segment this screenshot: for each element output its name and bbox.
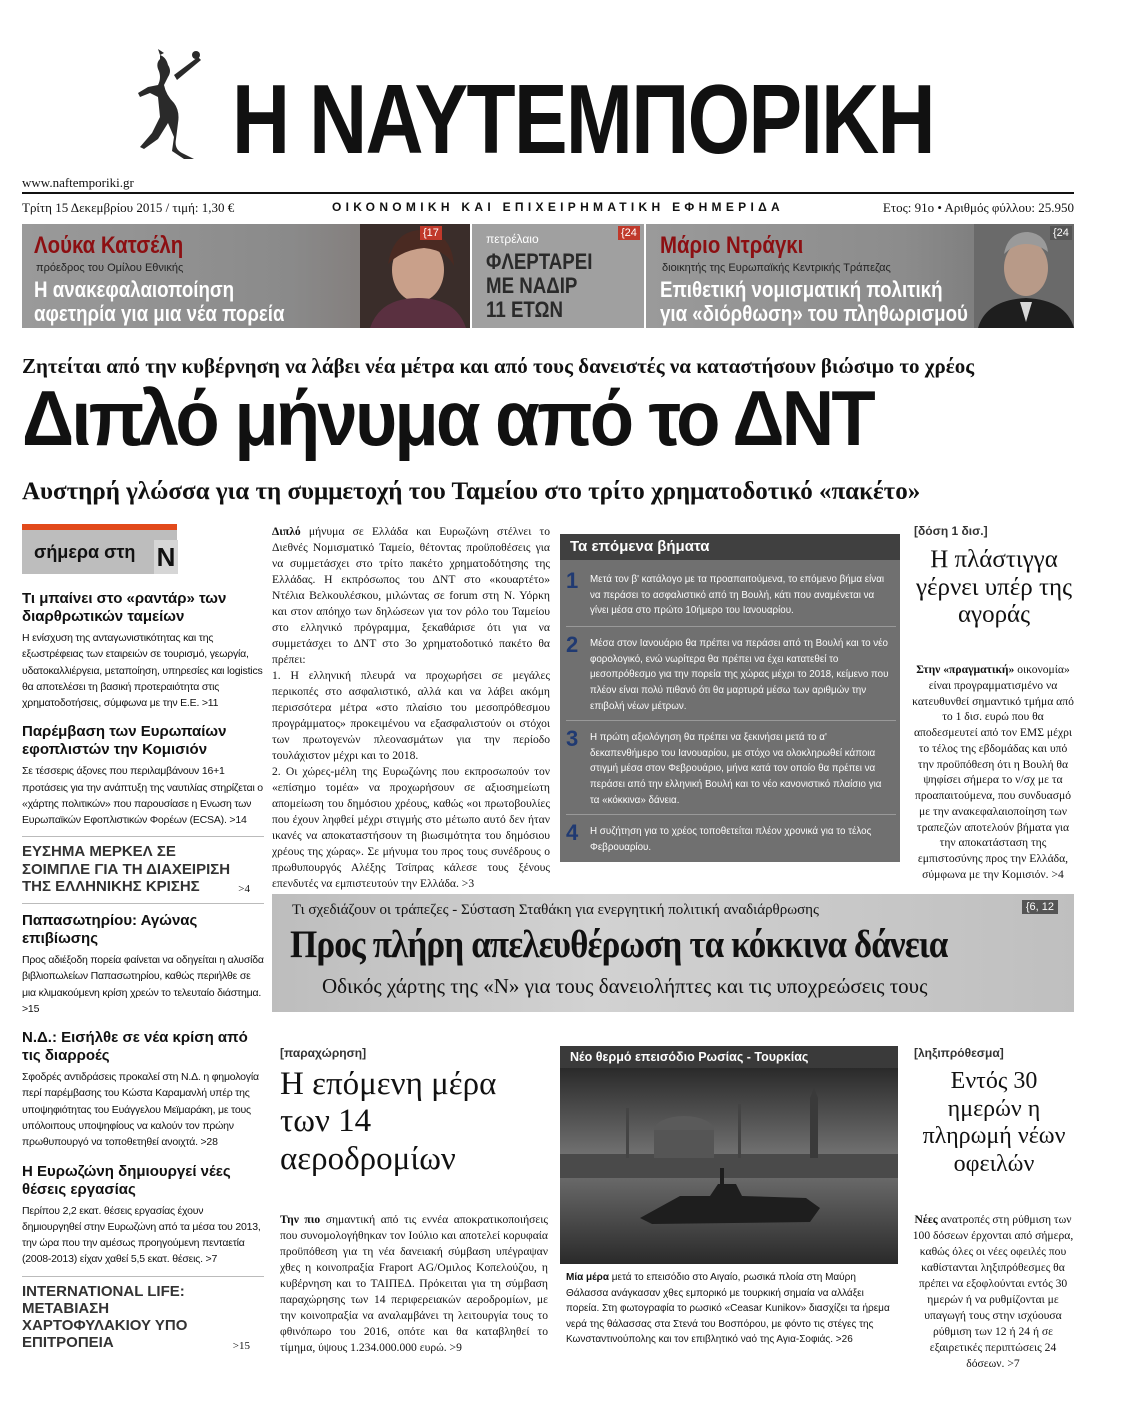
lead-kicker: Ζητείται από την κυβέρνηση να λάβει νέα μέτρα και από τους δανειστές να καταστήσουν βιώσιμο το χρέος [22, 354, 975, 378]
promo-headline-line3: 11 ΕΤΩΝ [486, 297, 564, 322]
divider [22, 836, 264, 837]
step-number: 2 [566, 632, 579, 657]
brief-caps-item[interactable] [22, 1283, 264, 1352]
lead-dropcap: Διπλό [272, 525, 301, 538]
lead-subhead: Αυστηρή γλώσσα για τη συμμετοχή του Ταμείου στο τρίτο χρηματοδοτικό «πακέτο» [22, 478, 921, 505]
brief-item[interactable] [22, 1029, 264, 1150]
page-ref: >15 [232, 1339, 250, 1352]
section-label: [παραχώρηση] [280, 1046, 367, 1060]
dateline: Τρίτη 15 Δεκεμβρίου 2015 / τιμή: 1,30 € [22, 200, 235, 215]
brief-body: Προς αδιέξοδη πορεία φαίνεται να οδηγείται η αλυσίδα βιβλιοπωλείων Παπασωτηρίου, καθώς περιήλθε σε μια κλιμακούμενη κρίση χρεών το τελευταίο διάστημα. >15 [22, 954, 264, 1015]
promo-oil[interactable] [472, 224, 644, 328]
photo-story[interactable] [560, 1046, 898, 1348]
promo-headline-line2: αφετηρία για μια νέα πορεία [34, 301, 285, 326]
arrears-body [912, 1212, 1074, 1372]
issue-number: Ετος: 91ο • Αριθμός φύλλου: 25.950 [882, 200, 1074, 215]
promo-name: Μάριο Ντράγκι [660, 232, 804, 259]
concession-headline[interactable]: Η επόμενη μέρα των 14 αεροδρομίων [280, 1066, 497, 1177]
divider [566, 626, 896, 627]
lead-headline[interactable]: Διπλό μήνυμα από το ΔΝΤ [22, 374, 873, 462]
page-ref: {6, 12 [1022, 900, 1058, 914]
next-steps-title: Τα επόμενα βήματα [560, 534, 900, 560]
arrears-headline[interactable]: Εντός 30 ημερών η πληρωμή νέων οφειλών [922, 1068, 1066, 1177]
today-label: σήμερα στη [34, 542, 136, 562]
divider [566, 814, 896, 815]
tagline: ΟΙΚΟΝΟΜΙΚΗ ΚΑΙ ΕΠΙΧΕΙΡΗΜΑΤΙΚΗ ΕΦΗΜΕΡΙΔΑ [332, 200, 784, 214]
lead-paragraph: 2. Οι χώρες-μέλη της Ευρωζώνης που εκπροσωπούν τον «επίσημο τομέα» να προχωρήσουν σε αξιοσημείωτη απομείωση του δημόσιου χρέους, καθώς «οι πρωτοβουλίες που έχουν ληφθεί μέχρι στιγμής στο μέτωπο αυτό δεν ήταν ικανές να αποκαταστήσουν τη βιωσιμότητα του δημόσιου χρέους της χώρας». Σε μήνυμα του προς τους συνέδρους ο πρωθυπουργός Αλέξης Τσίπρας κάλεσε τους ξένους επενδυτές να εμπιστευτούν την Ελλάδα. >3 [272, 764, 550, 890]
brief-title: Τι μπαίνει στο «ραντάρ» των διαρθρωτικών ταμείων [22, 590, 227, 625]
masthead-rule [22, 192, 1074, 194]
promo-draghi[interactable] [646, 224, 1074, 328]
hermes-logo [130, 45, 210, 185]
step-text: Μετά τον β' κατάλογο με τα προαπαιτούμενα, το επόμενο βήμα είναι να περάσει το ασφαλιστικό από τη Βουλή, κάτι που αναμένεται να γίνει μέσα στο πρώτο 10ήμερο του Ιανουαρίου. [590, 574, 885, 617]
page-ref: {24 [1050, 226, 1072, 240]
brief-body: Σε τέσσερις άξονες που περιλαμβάνουν 16+1 προτάσεις για την ανάπτυξη της ναυτιλίας στηρίζεται ο «χάρτης πολιτικών» που παρουσίασε η Ενωση των Ευρωπαϊκών Εφοπλιστικών Φορέων (ECSA). >14 [22, 765, 263, 827]
divider [566, 720, 896, 721]
promo-katseli[interactable] [22, 224, 470, 328]
katseli-portrait [360, 224, 470, 328]
lead-paragraph: 1. Η ελληνική πλευρά να προχωρήσει σε μεγάλες περικοπές στο ασφαλιστικό, αλλά και να λάβει ακόμη περισσότερα μέτρα «στο πλαίσιο του μεσοπρόθεσμου προγράμματος» προκειμένου να εξασφαλιστούν οι στόχοι των πρωτογενών πλεονασμάτων για την περίοδο τουλάχιστον μέχρι και το 2018. [272, 668, 550, 762]
promo-headline-line2: ΜΕ ΝΑΔΙΡ [486, 273, 578, 298]
section-label: [δόση 1 δισ.] [914, 524, 988, 538]
brief-caps-title: ΕΥΣΗΜΑ ΜΕΡΚΕΛ ΣΕ ΣΟΙΜΠΛΕ ΓΙΑ ΤΗ ΔΙΑΧΕΙΡΙΣΗ ΤΗΣ ΕΛΛΗΝΙΚΗΣ ΚΡΙΣΗΣ [22, 843, 231, 895]
brief-item[interactable] [22, 1163, 264, 1268]
website-url[interactable]: www.naftemporiki.gr [22, 175, 134, 190]
brief-title: Παρέμβαση των Ευρωπαίων εφοπλιστών την Κομισιόν [22, 723, 227, 759]
brief-body: Σφοδρές αντιδράσεις προκαλεί στη Ν.Δ. η φημολογία περί παρέμβασης του Κώστα Καραμανλή υπέρ της υποψηφιότητας του Ευάγγελου Μεϊμαράκη, με τους υπόλοιπους υποψηφίους να καλούν τον πρώην πρωθυπουργό να τοποθετηθεί ανοιχτά. >28 [22, 1071, 259, 1149]
scale-body [912, 662, 1074, 883]
masthead-title: Η ΝΑΥΤΕΜΠΟΡΙΚΗ [232, 64, 934, 174]
next-steps-box [560, 534, 900, 862]
brief-item[interactable] [22, 723, 264, 828]
photo-caption [566, 1270, 896, 1348]
banner-subhead: Οδικός χάρτης της «Ν» για τους δανειολήπτες και τις υποχρεώσεις τους [322, 974, 928, 998]
step-text: Η συζήτηση για το χρέος τοποθετείται πλέον χρονικά για το τέλος Φεβρουαρίου. [590, 826, 872, 853]
brief-title: Ν.Δ.: Εισήλθε σε νέα κρίση από τις διαρροές [22, 1029, 248, 1065]
divider [22, 1276, 264, 1277]
banner-kicker: Τι σχεδιάζουν οι τράπεζες - Σύσταση Σταθάκη για ενεργητική πολιτική αναδιάρθρωσης [292, 902, 819, 918]
banner-headline: Προς πλήρη απελευθέρωση τα κόκκινα δάνεια [290, 923, 948, 966]
lead-paragraph [272, 524, 550, 668]
step-number: 4 [566, 820, 579, 845]
body-lead: Στην «πραγματική» [916, 663, 1015, 676]
step-number: 3 [566, 726, 579, 751]
page-ref: {17 [420, 226, 442, 240]
caption-text: μετά το επεισόδιο στο Αιγαίο, ρωσικά πλοία στη Μαύρη Θάλασσα ανάγκασαν χθες εμπορικό με τουρκική σημαία να αλλάξει πορεία. Στη φωτογραφία το ρωσικό «Ceasar Kunikov» διασχίζει τα ήρεμα νερά της θάλασσας στα Στενά του Βοσπόρου, με φόντο τις στέγες της Κωνσταντινούπολης και τον επιβλητικό ναό της Αγια-Σοφιάς. >26 [566, 1272, 890, 1345]
brief-title: Η Ευρωζώνη δημιουργεί νέες θέσεις εργασίας [22, 1162, 231, 1198]
brief-body: Η ενίσχυση της ανταγωνιστικότητας και της εξωστρέφειας των εταιρειών σε τουρισμό, γεωργία, υδατοκαλλιέργεια, μεταποίηση, υπηρεσίες και logistics θα αποτελέσει τη βασική προτεραιότητα στις χρηματοδοτήσεις, σύμφωνα με την Ε.Ε. >11 [22, 632, 263, 710]
lead-body [272, 524, 550, 892]
step-number: 1 [566, 568, 579, 593]
step-text: Η πρώτη αξιολόγηση θα πρέπει να ξεκινήσει μετά το α' δεκαπενθήμερο του Ιανουαρίου, με στόχο να ολοκληρωθεί κάποια στιγμή μέσα στον Φεβρουάριο, μήνα κατά τον οποίο θα πρέπει να περάσει από την ελληνική Βουλή και το νέο κανονιστικό πλαίσιο για τα «κόκκινα» δάνεια. [590, 732, 882, 806]
promo-label: πετρέλαιο [486, 232, 539, 246]
bosphorus-warship-photo [560, 1068, 898, 1264]
body-text: σημαντική από τις εννέα αποκρατικοποιήσεις που συνομολογήθηκαν τον Ιούλιο και αποτελεί κορυφαία προϋπόθεση για τη νέα δανειακή σύμβαση υπέγραψαν χθες η κοινοπραξία Fraport AG/Ομιλος Κοπελούζου, η κυβέρνηση και το ΤΑΙΠΕΔ. Πρόκειται για τη σύμβαση παραχώρησης των 14 περιφερειακών αεροδρομίων, με την κοινοπραξία να αναλαμβάνει τη λειτουργία τους το φθινόπωρο του 2016, οπότε και θα καταβληθεί το τίμημα, ύψους 1.234.000.000 ευρώ. >9 [280, 1213, 548, 1354]
brief-item[interactable] [22, 912, 264, 1017]
body-lead: Την πιο [280, 1213, 321, 1226]
step-item [566, 632, 896, 722]
lead-text: μήνυμα σε Ελλάδα και Ευρωζώνη στέλνει το Διεθνές Νομισματικό Ταμείο, θέτοντας προϋποθέσεις για να συμμετάσχει στο τρίτο πακέτο χρηματοδότησης της Ελλάδας. Η εκπρόσωπος του ΔΝΤ στο «κουαρτέτο» Ντέλια Βελκουλέσκου, μιλώντας σε forum στη Ν. Υόρκη και στον απόηχο των δηλώσεων για τον ρόλο του Ταμείου στο ελληνικό πρόγραμμα, ξεκαθάρισε ότι για να συμμετάσχει το ΔΝΤ στο 3ο χρηματοδοτικό πακέτο θα πρέπει: [272, 525, 550, 666]
page-ref: >4 [238, 883, 250, 896]
brief-title: Παπασωτηρίου: Αγώνας επιβίωσης [22, 912, 198, 948]
divider [22, 903, 264, 904]
promo-headline-line2: για «διόρθωση» του πληθωρισμού [660, 301, 968, 326]
concession-body [280, 1212, 548, 1356]
promo-headline-line1: ΦΛΕΡΤΑΡΕΙ [486, 249, 593, 274]
brief-caps-item[interactable] [22, 843, 264, 895]
step-item [566, 820, 896, 860]
caption-lead: Μία μέρα [566, 1272, 609, 1283]
today-in-n-header [22, 524, 177, 574]
page-ref: {24 [618, 226, 640, 240]
promo-role: πρόεδρος του Ομίλου Εθνικής [36, 262, 184, 274]
today-in-n-column [22, 524, 264, 1352]
promo-role: διοικητής της Ευρωπαϊκής Κεντρικής Τράπεζας [662, 262, 891, 274]
brief-body: Περίπου 2,2 εκατ. θέσεις εργασίας έχουν δημιουργηθεί στην Ευρωζώνη από τα μέσα του 2013, την ώρα που την αμέσως προηγούμενη πενταετία (2008-2013) είχαν χαθεί 5,5 εκατ. θέσεις. >7 [22, 1204, 261, 1266]
photo-title: Νέο θερμό επεισόδιο Ρωσίας - Τουρκίας [560, 1046, 898, 1068]
promo-name: Λούκα Κατσέλη [34, 232, 184, 259]
step-item [566, 568, 896, 628]
promo-headline-line1: Επιθετική νομισματική πολιτική [660, 277, 943, 302]
brief-caps-title: INTERNATIONAL LIFE: ΜΕΤΑΒΙΑΣΗ ΧΑΡΤΟΦΥΛΑΚΙΟΥ ΥΠΟ ΕΠΙΤΡΟΠΕΙΑ [22, 1282, 188, 1352]
scale-headline[interactable]: Η πλάστιγγα γέρνει υπέρ της αγοράς [915, 546, 1073, 628]
promo-headline-line1: Η ανακεφαλαιοποίηση [34, 277, 235, 302]
body-text: ανατροπές στη ρύθμιση των 100 δόσεων έρχονται από σήμερα, καθώς όλες οι νέες οφειλές που καθίστανται ληξιπρόθεσμες θα πρέπει να εξοφλούνται εντός 30 ημερών ή να ρυθμίζονται με υπαγωγή τους στην ισχύουσα ρύθμιση των 12 ή 24 ή σε εξαιρετικές περιπτώσεις 24 δόσεων. >7 [912, 1213, 1074, 1370]
body-text: οικονομία» είναι προγραμματισμένο να κατευθυνθεί σημαντικό τμήμα από το 1 δισ. ευρώ που θα αποδεσμευτεί από τον ΕΜΣ μέχρι το τέλος της εβδομάδας και υπό την προϋπόθεση ότι η Βουλή θα ψηφίσει σήμερα το ν/σχ με τα προαπαιτούμενα, που συνδυασμό με την ανακεφαλαιοποίηση των τραπεζών αποτελούν βήματα για την αποκατάσταση της εμπιστοσύνης προς την Ελλάδα, σύμφωνα με την Κομισιόν. >4 [912, 663, 1074, 881]
body-lead: Νέες [914, 1213, 938, 1226]
step-text: Μέσα στον Ιανουάριο θα πρέπει να περάσει από τη Βουλή και το νέο φορολογικό, ενώ νωρίτερα θα πρέπει να έχει κατατεθεί το μεσοπρόθεσμο για την πορεία της χώρας μέχρι το 2018, κείμενο που πλέον είναι πολύ πιθανό ότι θα μαρτυρά μέσω των αριθμών την επιβολή νέων μέτρων. [590, 638, 889, 712]
step-item [566, 726, 896, 812]
npl-banner[interactable] [272, 894, 1074, 1012]
section-label: [ληξιπρόθεσμα] [914, 1046, 1004, 1060]
n-logo-badge: N [154, 540, 178, 574]
brief-item[interactable] [22, 590, 264, 711]
